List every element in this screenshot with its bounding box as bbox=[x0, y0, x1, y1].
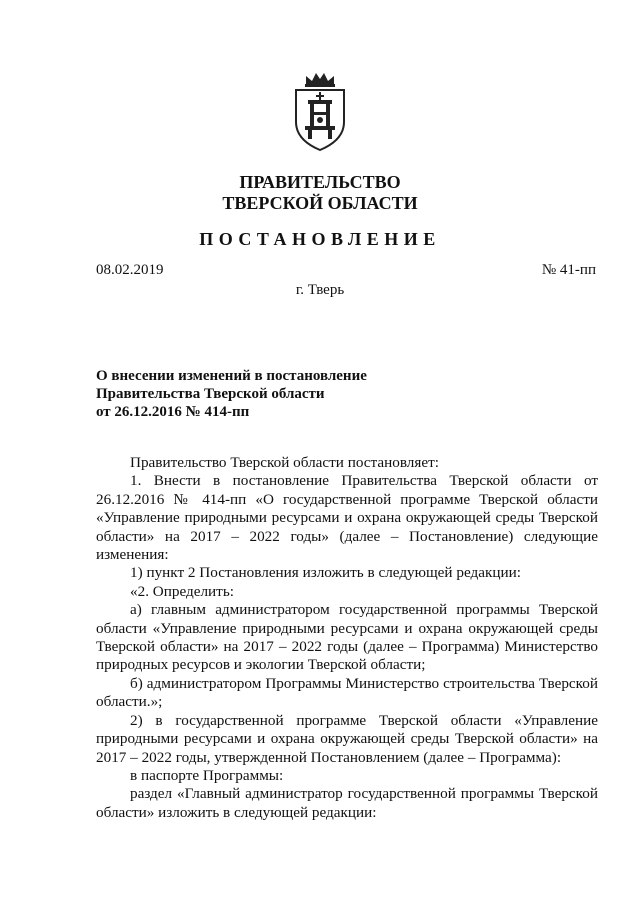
body-paragraph: в паспорте Программы: bbox=[130, 766, 284, 784]
document-number: № 41-пп bbox=[541, 262, 596, 278]
document-type-title: ПОСТАНОВЛЕНИЕ bbox=[199, 229, 441, 249]
body-paragraph: 1) пункт 2 Постановления изложить в следующей редакции: bbox=[130, 564, 521, 582]
document-city: г. Тверь bbox=[295, 282, 345, 298]
document-subject bbox=[96, 367, 367, 421]
subject-line: О внесении изменений в постановление bbox=[96, 368, 367, 384]
org-name-line1: ПРАВИТЕЛЬСТВО bbox=[239, 172, 401, 192]
body-paragraph: а) главным администратором государственной программы Тверской области «Управление природными ресурсами и охрана окружающей среды Тверской области» на 2017 – 2022 годы (далее – Программа) Министерство природных ресурсов и экологии Тверской области; bbox=[96, 601, 598, 674]
document-body bbox=[96, 454, 598, 822]
subject-line: Правительства Тверской области bbox=[96, 386, 325, 402]
tver-coat-of-arms-emblem bbox=[290, 70, 350, 152]
subject-line: от 26.12.2016 № 414-пп bbox=[96, 404, 250, 420]
body-paragraph: раздел «Главный администратор государственной программы Тверской области» изложить в следующей редакции: bbox=[96, 785, 598, 821]
body-paragraph: 1. Внести в постановление Правительства Тверской области от 26.12.2016 № 414-пп «О государственной программе Тверской области «Управление природными ресурсами и охрана окружающей среды Тверской области» на 2017 – 2022 годы» (далее – Постановление) следующие изменения: bbox=[96, 472, 598, 564]
body-paragraph: б) администратором Программы Министерство строительства Тверской области.»; bbox=[96, 674, 598, 711]
body-paragraph: Правительство Тверской области постановляет: bbox=[130, 454, 439, 471]
body-paragraph: «2. Определить: bbox=[130, 582, 234, 600]
document-date: 08.02.2019 bbox=[96, 262, 164, 278]
org-name-line2: ТВЕРСКОЙ ОБЛАСТИ bbox=[222, 193, 418, 213]
body-paragraph: 2) в государственной программе Тверской области «Управление природными ресурсами и охрана окружающей среды Тверской области» на 2017 – 2022 годы, утвержденной Постановлением (далее – Программа): bbox=[96, 711, 598, 766]
